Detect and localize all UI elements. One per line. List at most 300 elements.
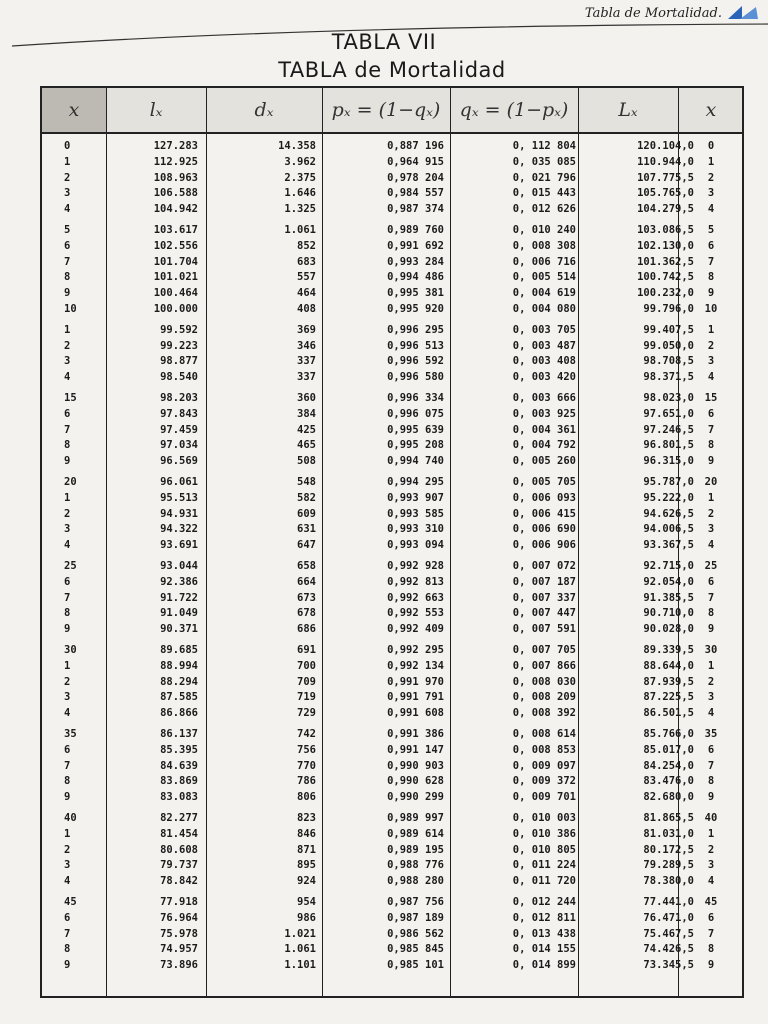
cell-px: 0,995 381 — [387, 287, 444, 300]
cell-qx: 0, 005 705 — [512, 476, 576, 488]
cell-Lx: 86.501,5 — [643, 707, 694, 720]
cell-x-right: 3 — [707, 187, 715, 200]
cell-Lx: 94.626,5 — [643, 507, 694, 520]
cell-x: 2 — [64, 507, 71, 520]
cell-Lx: 89.339,5 — [643, 644, 694, 656]
table-row — [42, 285, 742, 301]
cell-lx: 98.540 — [160, 371, 198, 384]
cell-x-right: 8 — [707, 271, 715, 284]
cell-x-right: 2 — [707, 843, 715, 856]
cell-Lx: 99.407,5 — [643, 323, 694, 336]
cell-px: 0,990 299 — [387, 791, 444, 804]
cell-x-right: 7 — [707, 759, 715, 772]
cell-px: 0,992 928 — [387, 560, 444, 572]
table-row — [42, 621, 742, 637]
cell-qx: 0, 006 690 — [512, 523, 576, 536]
cell-x: 1 — [64, 827, 71, 840]
cell-qx: 0, 008 308 — [512, 239, 576, 252]
cell-qx: 0, 013 438 — [512, 927, 576, 940]
cell-x-right: 40 — [704, 812, 718, 824]
table-row — [42, 170, 742, 186]
cell-Lx: 97.651,0 — [643, 407, 694, 420]
cell-px: 0,987 189 — [387, 911, 444, 924]
cell-dx: 954 — [297, 896, 316, 908]
cell-dx: 1.325 — [284, 203, 316, 216]
cell-x-right: 15 — [704, 392, 718, 404]
cell-Lx: 97.246,5 — [643, 423, 694, 436]
cell-x: 8 — [64, 607, 71, 620]
cell-dx: 337 — [297, 355, 316, 368]
cell-x-right: 30 — [704, 644, 718, 656]
cell-Lx: 87.939,5 — [643, 675, 694, 688]
cell-px: 0,991 386 — [387, 728, 444, 740]
cell-lx: 90.371 — [160, 623, 198, 636]
cell-x: 7 — [64, 255, 71, 268]
cell-lx: 99.592 — [160, 323, 198, 336]
table-row — [42, 474, 742, 490]
table-row — [42, 689, 742, 705]
cell-dx: 678 — [297, 607, 316, 620]
table-row — [42, 810, 742, 826]
cell-px: 0,984 557 — [387, 187, 444, 200]
header-lx: lₓ — [149, 99, 163, 121]
cell-dx: 719 — [297, 691, 316, 704]
cell-x: 3 — [64, 523, 71, 536]
table-row — [42, 842, 742, 858]
cell-qx: 0, 012 811 — [512, 911, 576, 924]
cell-dx: 465 — [297, 439, 316, 452]
table-row — [42, 506, 742, 522]
table-row — [42, 758, 742, 774]
cell-dx: 3.962 — [284, 155, 316, 168]
cell-px: 0,993 907 — [387, 491, 444, 504]
cell-lx: 86.137 — [160, 728, 198, 740]
cell-x: 25 — [64, 560, 77, 572]
cell-qx: 0, 008 030 — [512, 675, 576, 688]
cell-Lx: 83.476,0 — [643, 775, 694, 788]
table-row — [42, 238, 742, 254]
cell-lx: 92.386 — [160, 575, 198, 588]
cell-px: 0,995 639 — [387, 423, 444, 436]
cell-px: 0,996 075 — [387, 407, 444, 420]
cell-qx: 0, 009 701 — [512, 791, 576, 804]
cell-lx: 96.569 — [160, 455, 198, 468]
table-row — [42, 789, 742, 805]
cell-x: 10 — [64, 303, 77, 315]
cell-lx: 75.978 — [160, 927, 198, 940]
cell-lx: 97.843 — [160, 407, 198, 420]
cell-x-right: 4 — [707, 371, 715, 384]
cell-Lx: 100.232,0 — [637, 287, 694, 300]
cell-dx: 852 — [297, 239, 316, 252]
header-dx: dₓ — [254, 99, 274, 121]
cell-dx: 425 — [297, 423, 316, 436]
cell-x: 7 — [64, 927, 71, 940]
cell-lx: 87.585 — [160, 691, 198, 704]
cell-qx: 0, 003 408 — [512, 355, 576, 368]
cell-Lx: 99.050,0 — [643, 339, 694, 352]
header-x-left: x — [42, 88, 106, 132]
table-row — [42, 826, 742, 842]
cell-qx: 0, 007 447 — [512, 607, 576, 620]
cell-px: 0,988 280 — [387, 875, 444, 888]
cell-x: 2 — [64, 339, 71, 352]
cell-Lx: 73.345,5 — [643, 959, 694, 972]
cell-x: 8 — [64, 439, 71, 452]
cell-px: 0,887 196 — [387, 140, 444, 152]
cell-px: 0,991 692 — [387, 239, 444, 252]
cell-x: 6 — [64, 407, 71, 420]
page-subtitle: TABLA de Mortalidad — [278, 58, 506, 82]
cell-Lx: 95.222,0 — [643, 491, 694, 504]
cell-px: 0,992 813 — [387, 575, 444, 588]
cell-x: 8 — [64, 943, 71, 956]
cell-Lx: 76.471,0 — [643, 911, 694, 924]
cell-Lx: 96.315,0 — [643, 455, 694, 468]
cell-px: 0,992 134 — [387, 659, 444, 672]
cell-qx: 0, 007 591 — [512, 623, 576, 636]
cell-x: 2 — [64, 675, 71, 688]
cell-dx: 673 — [297, 591, 316, 604]
cell-x-right: 6 — [707, 911, 715, 924]
cell-lx: 86.866 — [160, 707, 198, 720]
cell-Lx: 81.865,5 — [643, 812, 694, 824]
cell-px: 0,993 284 — [387, 255, 444, 268]
cell-dx: 729 — [297, 707, 316, 720]
cell-x-right: 8 — [707, 439, 715, 452]
table-row — [42, 726, 742, 742]
cell-lx: 88.294 — [160, 675, 198, 688]
cell-px: 0,987 374 — [387, 203, 444, 216]
cell-x: 35 — [64, 728, 77, 740]
cell-lx: 108.963 — [153, 171, 198, 184]
table-row — [42, 705, 742, 721]
cell-x: 3 — [64, 859, 71, 872]
cell-Lx: 98.023,0 — [643, 392, 694, 404]
cell-dx: 384 — [297, 407, 316, 420]
cell-qx: 0, 006 415 — [512, 507, 576, 520]
table-row — [42, 857, 742, 873]
cell-px: 0,996 334 — [387, 392, 444, 404]
cell-px: 0,989 614 — [387, 827, 444, 840]
table-row — [42, 301, 742, 317]
cell-dx: 369 — [297, 323, 316, 336]
cell-qx: 0, 011 720 — [512, 875, 576, 888]
table-row — [42, 201, 742, 217]
cell-x-right: 4 — [707, 203, 715, 216]
cell-px: 0,990 628 — [387, 775, 444, 788]
cell-lx: 97.034 — [160, 439, 198, 452]
cell-x-right: 6 — [707, 743, 715, 756]
cell-qx: 0, 035 085 — [512, 155, 576, 168]
table-row — [42, 574, 742, 590]
table-row — [42, 138, 742, 154]
cell-Lx: 103.086,5 — [637, 224, 694, 236]
cell-dx: 686 — [297, 623, 316, 636]
page-corner-mark-icon — [726, 4, 760, 20]
cell-x: 7 — [64, 759, 71, 772]
cell-lx: 73.896 — [160, 959, 198, 972]
cell-lx: 103.617 — [153, 224, 198, 236]
cell-px: 0,996 513 — [387, 339, 444, 352]
cell-x-right: 7 — [707, 255, 715, 268]
cell-px: 0,992 409 — [387, 623, 444, 636]
cell-qx: 0, 008 614 — [512, 728, 576, 740]
cell-x: 30 — [64, 644, 77, 656]
header-Lx: Lₓ — [618, 99, 638, 121]
cell-lx: 101.021 — [153, 271, 198, 284]
cell-Lx: 102.130,0 — [637, 239, 694, 252]
cell-x-right: 9 — [707, 623, 715, 636]
cell-px: 0,994 486 — [387, 271, 444, 284]
cell-lx: 100.464 — [153, 287, 198, 300]
cell-Lx: 98.708,5 — [643, 355, 694, 368]
cell-x: 9 — [64, 287, 71, 300]
cell-dx: 1.061 — [284, 943, 316, 956]
cell-px: 0,985 101 — [387, 959, 444, 972]
cell-lx: 79.737 — [160, 859, 198, 872]
table-header — [42, 88, 742, 134]
cell-dx: 786 — [297, 775, 316, 788]
cell-Lx: 92.715,0 — [643, 560, 694, 572]
cell-px: 0,987 756 — [387, 896, 444, 908]
cell-qx: 0, 003 925 — [512, 407, 576, 420]
cell-dx: 691 — [297, 644, 316, 656]
cell-lx: 74.957 — [160, 943, 198, 956]
page-title: TABLA VII — [331, 30, 437, 54]
cell-x-right: 9 — [707, 455, 715, 468]
table-row — [42, 658, 742, 674]
cell-Lx: 85.017,0 — [643, 743, 694, 756]
cell-dx: 337 — [297, 371, 316, 384]
table-row — [42, 222, 742, 238]
cell-qx: 0, 007 866 — [512, 659, 576, 672]
cell-lx: 77.918 — [160, 896, 198, 908]
cell-lx: 112.925 — [153, 155, 198, 168]
cell-dx: 846 — [297, 827, 316, 840]
cell-x-right: 8 — [707, 943, 715, 956]
cell-lx: 94.931 — [160, 507, 198, 520]
table-row — [42, 422, 742, 438]
cell-qx: 0, 007 072 — [512, 560, 576, 572]
table-row — [42, 185, 742, 201]
cell-Lx: 100.742,5 — [637, 271, 694, 284]
cell-lx: 96.061 — [160, 476, 198, 488]
cell-x-right: 20 — [704, 476, 718, 488]
cell-qx: 0, 003 487 — [512, 339, 576, 352]
cell-qx: 0, 009 372 — [512, 775, 576, 788]
cell-x: 8 — [64, 271, 71, 284]
cell-dx: 408 — [297, 303, 316, 315]
cell-lx: 88.994 — [160, 659, 198, 672]
cell-lx: 83.083 — [160, 791, 198, 804]
cell-x: 6 — [64, 743, 71, 756]
header-qx: qₓ = (1−pₓ) — [459, 99, 569, 121]
cell-x: 5 — [64, 224, 71, 236]
cell-Lx: 91.385,5 — [643, 591, 694, 604]
cell-x: 4 — [64, 371, 71, 384]
cell-qx: 0, 014 155 — [512, 943, 576, 956]
cell-x-right: 2 — [707, 339, 715, 352]
cell-lx: 91.722 — [160, 591, 198, 604]
cell-qx: 0, 006 716 — [512, 255, 576, 268]
cell-x-right: 45 — [704, 896, 718, 908]
cell-dx: 709 — [297, 675, 316, 688]
cell-px: 0,993 094 — [387, 539, 444, 552]
cell-px: 0,978 204 — [387, 171, 444, 184]
cell-lx: 84.639 — [160, 759, 198, 772]
cell-dx: 1.646 — [284, 187, 316, 200]
cell-qx: 0, 008 853 — [512, 743, 576, 756]
cell-dx: 806 — [297, 791, 316, 804]
cell-px: 0,994 295 — [387, 476, 444, 488]
table-row — [42, 590, 742, 606]
table-row — [42, 338, 742, 354]
cell-lx: 89.685 — [160, 644, 198, 656]
cell-px: 0,993 585 — [387, 507, 444, 520]
cell-x-right: 3 — [707, 523, 715, 536]
cell-dx: 770 — [297, 759, 316, 772]
cell-qx: 0, 003 666 — [512, 392, 576, 404]
cell-x: 2 — [64, 843, 71, 856]
cell-x: 3 — [64, 355, 71, 368]
table-row — [42, 742, 742, 758]
cell-x-right: 7 — [707, 591, 715, 604]
cell-lx: 80.608 — [160, 843, 198, 856]
table-row — [42, 269, 742, 285]
cell-x: 7 — [64, 591, 71, 604]
cell-x: 9 — [64, 791, 71, 804]
cell-x: 40 — [64, 812, 77, 824]
cell-x: 3 — [64, 187, 71, 200]
mortality-table — [40, 86, 744, 998]
cell-Lx: 120.104,0 — [637, 140, 694, 152]
cell-Lx: 110.944,0 — [637, 155, 694, 168]
cell-qx: 0, 010 003 — [512, 812, 576, 824]
cell-x-right: 8 — [707, 607, 715, 620]
cell-qx: 0, 015 443 — [512, 187, 576, 200]
cell-px: 0,996 295 — [387, 323, 444, 336]
cell-px: 0,990 903 — [387, 759, 444, 772]
cell-Lx: 90.710,0 — [643, 607, 694, 620]
cell-Lx: 79.289,5 — [643, 859, 694, 872]
cell-x: 45 — [64, 896, 77, 908]
cell-Lx: 98.371,5 — [643, 371, 694, 384]
cell-qx: 0, 112 804 — [512, 140, 576, 152]
table-row — [42, 453, 742, 469]
cell-x-right: 1 — [707, 491, 715, 504]
cell-lx: 85.395 — [160, 743, 198, 756]
cell-x: 7 — [64, 423, 71, 436]
cell-px: 0,989 195 — [387, 843, 444, 856]
table-row — [42, 894, 742, 910]
cell-qx: 0, 009 097 — [512, 759, 576, 772]
cell-x-right: 4 — [707, 875, 715, 888]
cell-x-right: 2 — [707, 171, 715, 184]
cell-x: 9 — [64, 959, 71, 972]
cell-px: 0,993 310 — [387, 523, 444, 536]
cell-qx: 0, 007 705 — [512, 644, 576, 656]
table-row — [42, 642, 742, 658]
cell-x-right: 3 — [707, 859, 715, 872]
cell-x-right: 6 — [707, 407, 715, 420]
cell-lx: 81.454 — [160, 827, 198, 840]
cell-dx: 700 — [297, 659, 316, 672]
cell-px: 0,992 663 — [387, 591, 444, 604]
cell-x: 6 — [64, 239, 71, 252]
cell-x-right: 3 — [707, 691, 715, 704]
cell-x-right: 1 — [707, 155, 715, 168]
cell-Lx: 87.225,5 — [643, 691, 694, 704]
cell-px: 0,992 295 — [387, 644, 444, 656]
cell-Lx: 95.787,0 — [643, 476, 694, 488]
cell-x-right: 5 — [707, 224, 715, 236]
cell-x: 20 — [64, 476, 77, 488]
cell-px: 0,992 553 — [387, 607, 444, 620]
cell-qx: 0, 003 705 — [512, 323, 576, 336]
cell-lx: 82.277 — [160, 812, 198, 824]
cell-Lx: 74.426,5 — [643, 943, 694, 956]
cell-px: 0,994 740 — [387, 455, 444, 468]
cell-x-right: 1 — [707, 827, 715, 840]
cell-px: 0,985 845 — [387, 943, 444, 956]
cell-Lx: 92.054,0 — [643, 575, 694, 588]
cell-x: 4 — [64, 539, 71, 552]
cell-dx: 1.101 — [284, 959, 316, 972]
cell-dx: 464 — [297, 287, 316, 300]
cell-x-right: 2 — [707, 507, 715, 520]
cell-lx: 93.044 — [160, 560, 198, 572]
cell-x-right: 3 — [707, 355, 715, 368]
table-row — [42, 154, 742, 170]
table-row — [42, 957, 742, 973]
table-row — [42, 926, 742, 942]
cell-dx: 756 — [297, 743, 316, 756]
cell-Lx: 75.467,5 — [643, 927, 694, 940]
header-px: pₓ = (1−qₓ) — [331, 99, 441, 121]
cell-lx: 94.322 — [160, 523, 198, 536]
cell-Lx: 85.766,0 — [643, 728, 694, 740]
cell-Lx: 77.441,0 — [643, 896, 694, 908]
cell-x: 15 — [64, 392, 77, 404]
cell-x: 9 — [64, 623, 71, 636]
cell-dx: 658 — [297, 560, 316, 572]
cell-lx: 100.000 — [153, 303, 198, 315]
cell-lx: 98.877 — [160, 355, 198, 368]
cell-dx: 895 — [297, 859, 316, 872]
cell-lx: 102.556 — [153, 239, 198, 252]
cell-x-right: 0 — [707, 140, 715, 152]
cell-x-right: 9 — [707, 791, 715, 804]
cell-x: 2 — [64, 171, 71, 184]
cell-x: 4 — [64, 707, 71, 720]
cell-x: 1 — [64, 323, 71, 336]
cell-qx: 0, 014 899 — [512, 959, 576, 972]
cell-dx: 2.375 — [284, 171, 316, 184]
cell-x-right: 7 — [707, 927, 715, 940]
table-row — [42, 674, 742, 690]
cell-dx: 609 — [297, 507, 316, 520]
cell-qx: 0, 021 796 — [512, 171, 576, 184]
cell-qx: 0, 008 392 — [512, 707, 576, 720]
cell-Lx: 99.796,0 — [643, 303, 694, 315]
cell-qx: 0, 005 514 — [512, 271, 576, 284]
cell-qx: 0, 003 420 — [512, 371, 576, 384]
cell-lx: 83.869 — [160, 775, 198, 788]
cell-px: 0,986 562 — [387, 927, 444, 940]
table-row — [42, 369, 742, 385]
cell-Lx: 78.380,0 — [643, 875, 694, 888]
